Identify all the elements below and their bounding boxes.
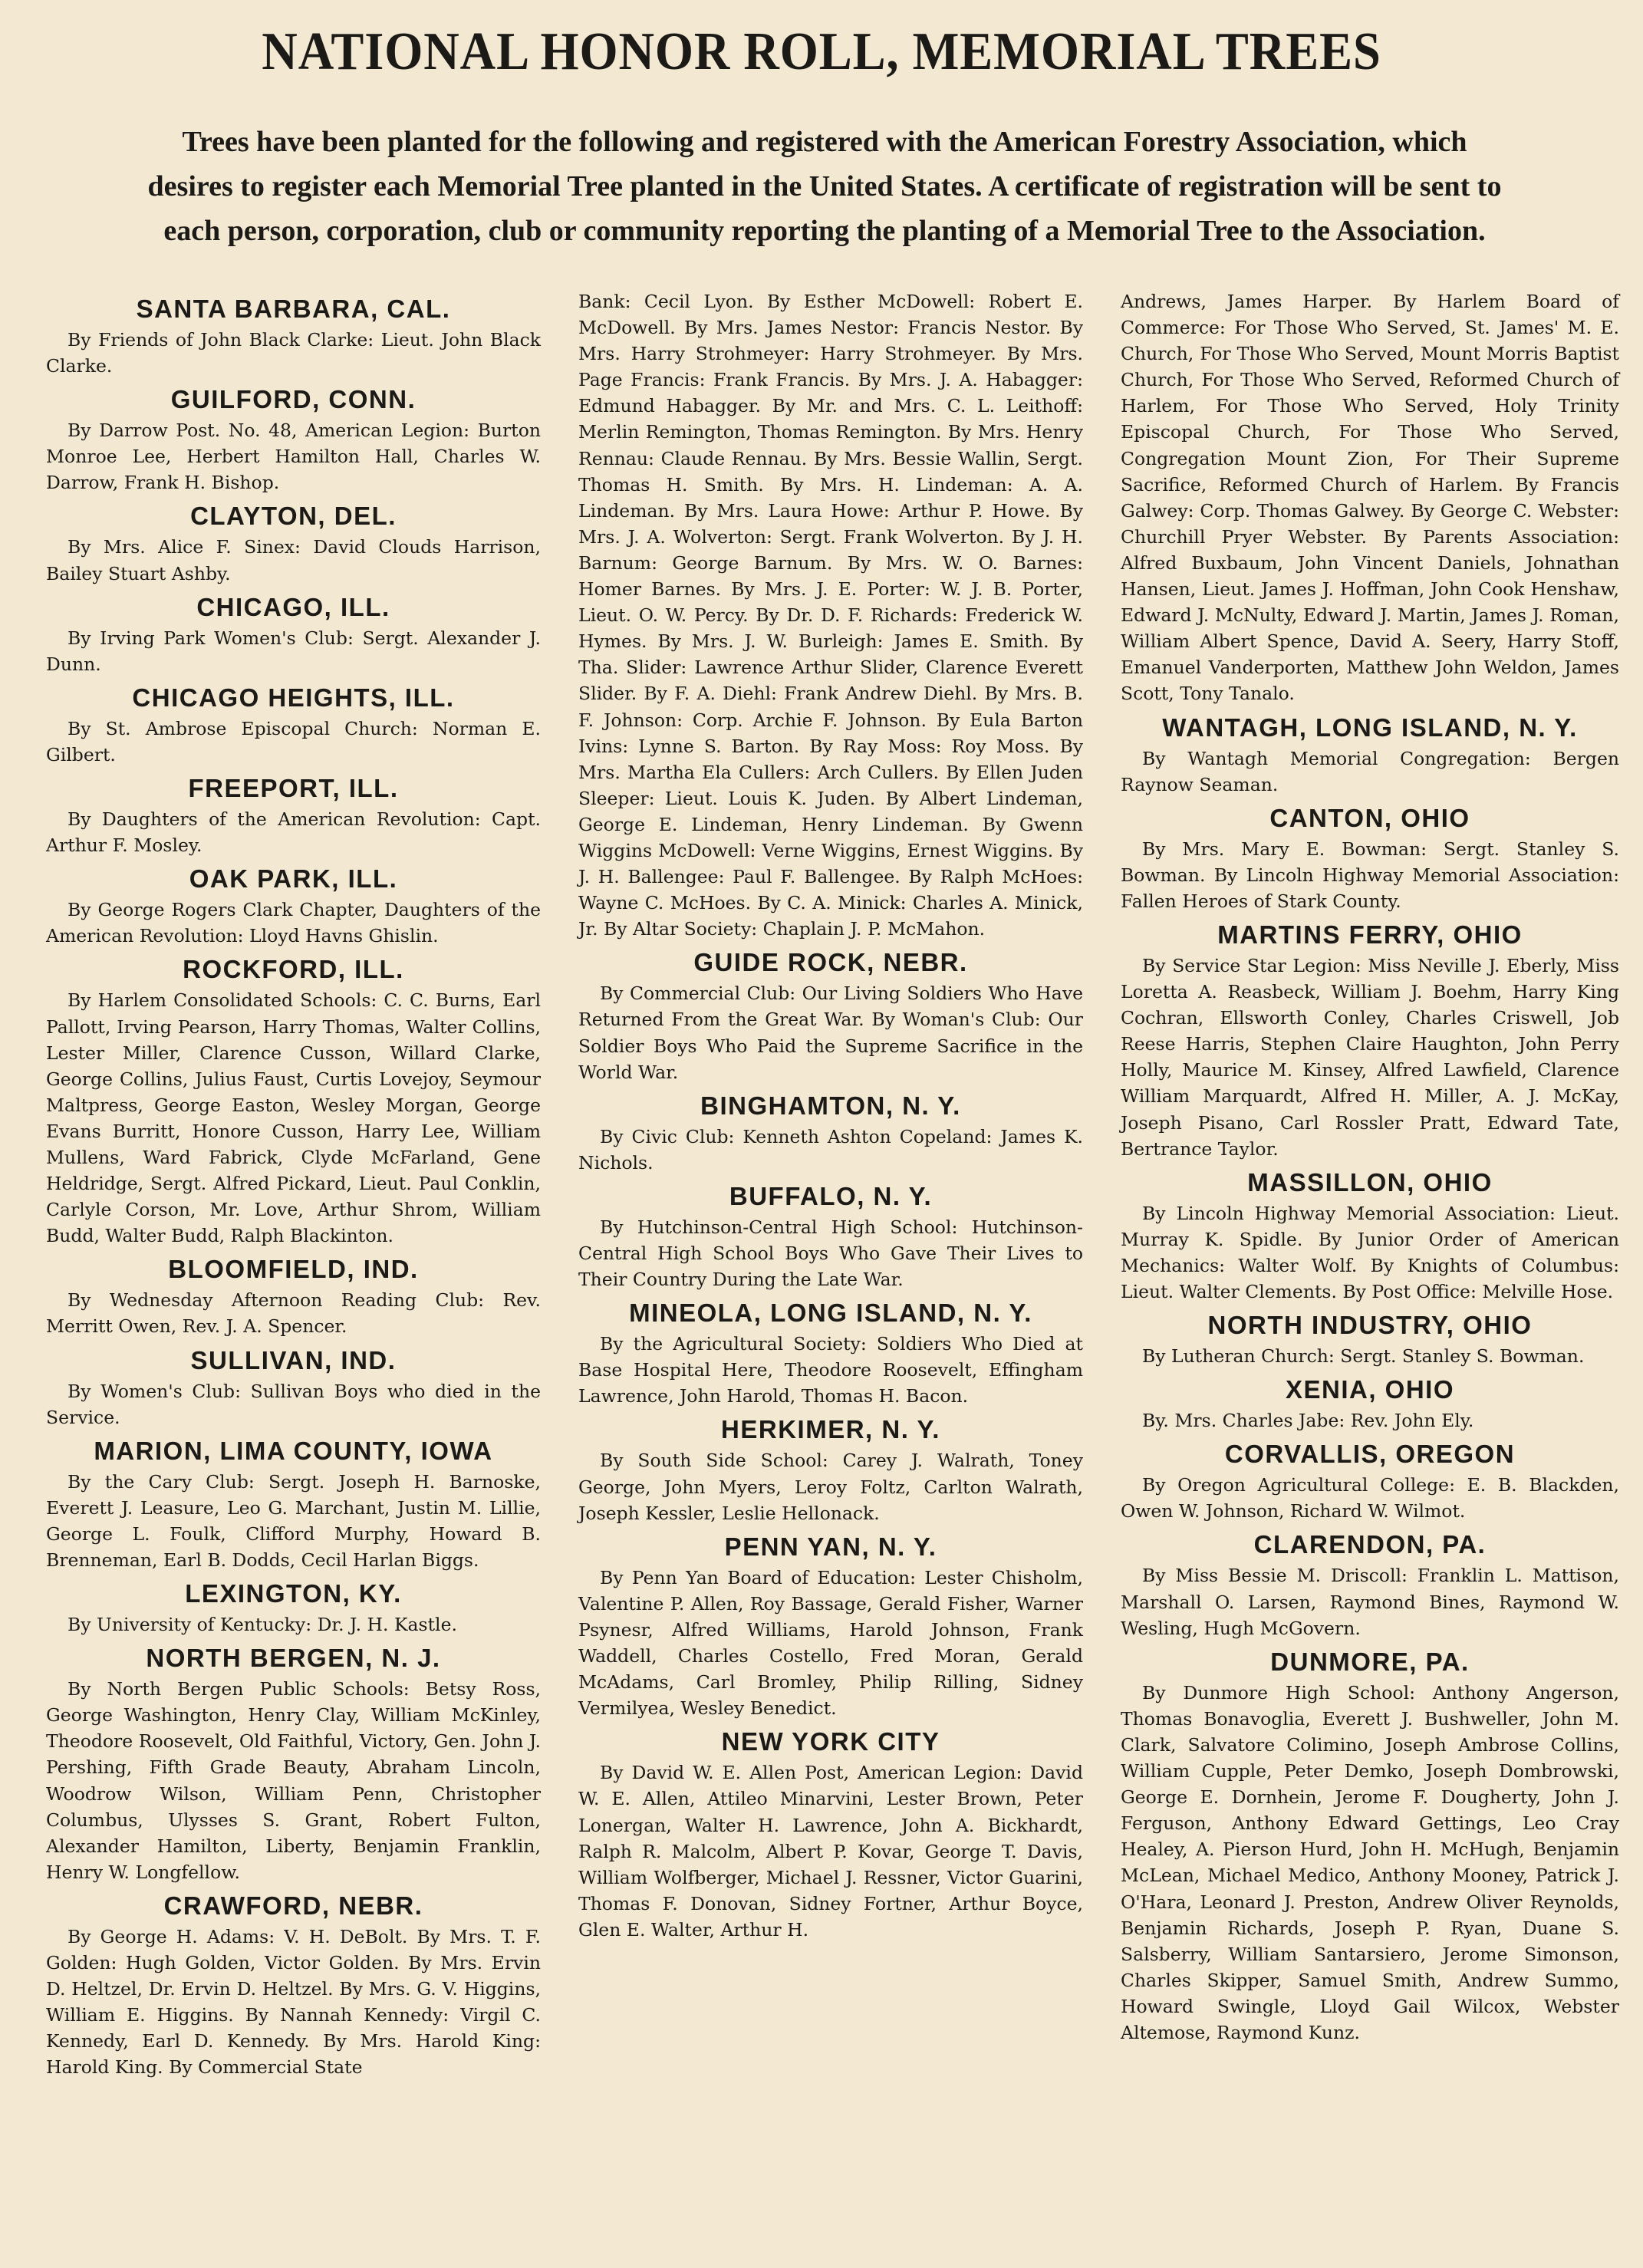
- entry-text: By Wednesday Afternoon Reading Club: Rev. Merritt Owen, Rev. J. A. Spencer.: [46, 1289, 541, 1338]
- entry-text: By Penn Yan Board of Education: Lester Chisholm, Valentine P. Allen, Roy Bassage, Gerald Fisher, Warner Psynesr, Alfred Williams, Harold Johnson, Frank Waddell, Charles Costello, Fred Moran, Gerald McAdams, Carl Bromley, Philip Rilling, Sidney Vermilyea, Wesley Benedict.: [578, 1566, 1083, 1720]
- entry-text: By Harlem Consolidated Schools: C. C. Burns, Earl Pallott, Irving Pearson, Harry Thomas, Walter Collins, Lester Miller, Clarence Cusson, Willard Clarke, George Collins, Julius Faust, Curtis Lovejoy, Seymour Maltpress, George Easton, Wesley Morgan, George Evans Burritt, Honore Cusson, Harry Lee, William Mullens, Ward Fabrick, Clyde McFarland, Gene Heldridge, Sergt. Alfred Pickard, Lieut. Paul Conklin, Carlyle Corson, Mr. Love, Arthur Shrom, William Budd, Walter Budd, Ralph Blackinton.: [46, 989, 541, 1247]
- entry-text: By Friends of John Black Clarke: Lieut. John Black Clarke.: [46, 329, 541, 377]
- place-heading: CHICAGO, ILL.: [196, 592, 390, 621]
- entry-text: By George H. Adams: V. H. DeBolt. By Mrs. T. F. Golden: Hugh Golden, Victor Golden. By Mrs. Ervin D. Heltzel, Dr. Ervin D. Heltzel. By Mrs. G. V. Higgins, William E. Higgins. By Nannah Kennedy: Virgil C. Kennedy, Earl D. Kennedy. By Mrs. Harold King: Harold King. By Commercial State: [46, 1925, 541, 2079]
- honor-roll-entry: [46, 1888, 541, 2081]
- honor-roll-entry: [578, 1295, 1083, 1409]
- honor-roll-entry: [46, 680, 541, 768]
- place-heading: OAK PARK, ILL.: [189, 864, 398, 894]
- entry-text: By the Agricultural Society: Soldiers Who Died at Base Hospital Here, Theodore Roosevelt, Effingham Lawrence, John Harold, Thomas H. Bacon.: [578, 1333, 1083, 1407]
- entry-text: By Daughters of the American Revolution: Capt. Arthur F. Mosley.: [46, 808, 541, 857]
- place-heading: CHICAGO HEIGHTS, ILL.: [132, 683, 455, 712]
- place-heading: SANTA BARBARA, CAL.: [136, 295, 451, 323]
- place-heading: NORTH BERGEN, N. J.: [146, 1644, 441, 1673]
- place-heading: MASSILLON, OHIO: [1247, 1167, 1493, 1197]
- entry-text: By Oregon Agricultural College: E. B. Blackden, Owen W. Johnson, Richard W. Wilmot.: [1121, 1474, 1619, 1522]
- honor-roll-entry: [1121, 1437, 1619, 1524]
- column-2: [578, 288, 1083, 1943]
- entry-text: By Service Star Legion: Miss Neville J. Eberly, Miss Loretta A. Reasbeck, William J. Boehm, Harry King Cochran, Ellsworth Conley, Charles Criswell, Job Reese Harris, Stephen Claire Haughton, John Perry Holly, Maurice M. Kinsey, Alfred Lawfield, Clarence William Marquardt, Alfred H. Miller, A. J. McKay, Joseph Pisano, Carl Rossler Pratt, Edward Tate, Bertrance Taylor.: [1121, 954, 1619, 1160]
- entry-text: By Lutheran Church: Sergt. Stanley S. Bowman.: [1142, 1345, 1585, 1368]
- place-heading: SULLIVAN, IND.: [190, 1345, 397, 1374]
- continued-entry-text: Andrews, James Harper. By Harlem Board of Commerce: For Those Who Served, St. James' M. E. Church, For Those Who Served, Mount Morris Baptist Church, For Those Who Served, Reformed Church of Harlem, For Those Who Served, Holy Trinity Episcopal Church, For Those Who Served, Congregation Mount Zion, For Their Supreme Sacrifice, Reformed Church of Harlem. By Francis Galwey: Corp. Thomas Galwey. By George C. Webster: Churchill Pryer Webster. By Parents Association: Alfred Buxbaum, John Vincent Daniels, Johnathan Hansen, Lieut. James J. Hoffman, John Cook Henshaw, Edward J. McNulty, Edward J. Martin, James J. Roman, William Albert Spence, David A. Seery, Harry Stoff, Emanuel Vanderporten, Matthew John Weldon, James Scott, Tony Tanalo.: [1121, 291, 1619, 705]
- entry-text: By. Mrs. Charles Jabe: Rev. John Ely.: [1142, 1410, 1474, 1432]
- place-heading: NORTH INDUSTRY, OHIO: [1207, 1311, 1533, 1340]
- honor-roll-entry: [578, 1412, 1083, 1526]
- honor-roll-entry: [46, 1576, 541, 1638]
- honor-roll-entry: [46, 1434, 541, 1573]
- continued-entry-text: Bank: Cecil Lyon. By Esther McDowell: Robert E. McDowell. By Mrs. James Nestor: Francis Nestor. By Mrs. Harry Strohmeyer: Harry Strohmeyer. By Mrs. Page Francis: Frank Francis. By Mrs. J. A. Habagger: Edmund Habagger. By Mr. and Mrs. C. L. Leithoff: Merlin Remington, Thomas Remington. By Mrs. Henry Rennau: Claude Rennau. By Mrs. Bessie Wallin, Sergt. Thomas H. Smith. By Mrs. H. Lindeman: A. A. Lindeman. By Mrs. Laura Howe: Arthur P. Howe. By Mrs. J. A. Wolverton: Sergt. Frank Wolverton. By J. H. Barnum: George Barnum. By Mrs. W. O. Barnes: Homer Barnes. By Mrs. J. E. Porter: W. J. B. Porter, Lieut. O. W. Percy. By Dr. D. F. Richards: Frederick W. Hymes. By Mrs. J. W. Burleigh: James E. Smith. By Tha. Slider: Lawrence Arthur Slider, Clarence Everett Slider. By F. A. Diehl: Frank Andrew Diehl. By Mrs. B. F. Johnson: Corp. Archie F. Johnson. By Eula Barton Ivins: Lynne S. Barton. By Ray Moss: Roy Moss. By Mrs. Martha Ela Cullers: Arch Cullers. By Ellen Juden Sleeper: Lieut. Louis K. Juden. By Albert Lindeman, George E. Lindeman, Henry Lindeman. By Gwenn Wiggins McDowell: Verne Wiggins, Ernest Wiggins. By J. H. Ballengee: Paul F. Ballengee. By Ralph McHoes: Wayne C. McHoes. By C. A. Minick: Charles A. Minick, Jr. By Altar Society: Chaplain J. P. McMahon.: [578, 291, 1083, 940]
- honor-roll-entry: [578, 1529, 1083, 1722]
- entry-text: By George Rogers Clark Chapter, Daughters of the American Revolution: Lloyd Havns Ghislin.: [46, 899, 541, 947]
- entry-text: By Lincoln Highway Memorial Association: Lieut. Murray K. Spidle. By Junior Order of American Mechanics: Walter Wolf. By Knights of Columbus: Lieut. Walter Clements. By Post Office: Melville Hose.: [1121, 1202, 1619, 1302]
- entry-text: By Dunmore High School: Anthony Angerson, Thomas Bonavoglia, Everett J. Bushweller, John M. Clark, Salvatore Colimino, Joseph Ambrose Collins, William Cupple, Peter Demko, Joseph Dombrowski, George E. Dornhein, Jerome F. Dougherty, John J. Ferguson, Anthony Edward Gettings, Leo Cray Healey, A. Pierson Hurd, John H. McHugh, Benjamin McLean, Michael Medico, Anthony Mooney, Patrick J. O'Hara, Leonard J. Preston, Andrew Oliver Reynolds, Benjamin Richards, Joseph P. Ryan, Duane S. Salsberry, William Santarsiero, Jerome Simonson, Charles Skipper, Samuel Smith, Andrew Summo, Howard Swingle, Lloyd Gail Wilcox, Webster Altemose, Raymond Kunz.: [1121, 1681, 1619, 2043]
- place-heading: CRAWFORD, NEBR.: [163, 1891, 423, 1920]
- place-heading: WANTAGH, LONG ISLAND, N. Y.: [1162, 713, 1578, 742]
- honor-roll-entry: [46, 590, 541, 677]
- entry-text: By Commercial Club: Our Living Soldiers Who Have Returned From the Great War. By Woman's Club: Our Soldier Boys Who Paid the Supreme Sacrifice in the World War.: [578, 983, 1083, 1083]
- honor-roll-entry: [1121, 1644, 1619, 2046]
- place-heading: GUIDE ROCK, NEBR.: [693, 948, 968, 977]
- entry-text: By David W. E. Allen Post, American Legion: David W. E. Allen, Attileo Minarvini, Lester Brown, Peter Lonergan, Walter H. Lawrence, John A. Bickhardt, Ralph R. Malcolm, Albert P. Kovar, George T. Davis, William Wolfberger, Michael J. Ressner, Victor Guarini, Thomas F. Donovan, Sidney Fortner, Arthur Boyce, Glen E. Walter, Arthur H.: [578, 1762, 1083, 1940]
- entry-text: By Hutchinson-Central High School: Hutchinson-Central High School Boys Who Gave Their Lives to Their Country During the Late War.: [578, 1216, 1083, 1291]
- honor-roll-entry: [1121, 288, 1619, 707]
- entry-text: By University of Kentucky: Dr. J. H. Kastle.: [67, 1614, 457, 1636]
- honor-roll-entry: [578, 1724, 1083, 1943]
- honor-roll-entry: [46, 291, 541, 379]
- honor-roll-entry: [578, 288, 1083, 942]
- entry-text: By North Bergen Public Schools: Betsy Ross, George Washington, Henry Clay, William McKinley, Theodore Roosevelt, Old Faithful, Victory, Gen. John J. Pershing, Fifth Grade Beauty, Abraham Lincoln, Woodrow Wilson, William Penn, Christopher Columbus, Ulysses S. Grant, Robert Fulton, Alexander Hamilton, Liberty, Benjamin Franklin, Henry W. Longfellow.: [46, 1678, 541, 1883]
- honor-roll-entry: [578, 1088, 1083, 1176]
- place-heading: MINEOLA, LONG ISLAND, N. Y.: [629, 1299, 1032, 1328]
- place-heading: BLOOMFIELD, IND.: [168, 1255, 419, 1284]
- honor-roll-entry: [46, 1343, 541, 1430]
- entry-text: By Wantagh Memorial Congregation: Bergen Raynow Seaman.: [1121, 747, 1619, 795]
- entry-text: By Irving Park Women's Club: Sergt. Alexander J. Dunn.: [46, 627, 541, 675]
- place-heading: ROCKFORD, ILL.: [183, 955, 404, 984]
- honor-roll-entry: [46, 861, 541, 949]
- honor-roll-entry: [46, 1252, 541, 1339]
- place-heading: XENIA, OHIO: [1285, 1375, 1455, 1404]
- entry-text: By the Cary Club: Sergt. Joseph H. Barnoske, Everett J. Leasure, Leo G. Marchant, Justin M. Lillie, George L. Foulk, Clifford Murphy, Howard B. Brenneman, Earl B. Dodds, Cecil Harlan Biggs.: [46, 1470, 541, 1571]
- place-heading: FREEPORT, ILL.: [188, 774, 399, 803]
- place-heading: CLARENDON, PA.: [1253, 1530, 1487, 1559]
- intro-line: desires to register each Memorial Tree planted in the United States. A certificate of registration will be sent to: [147, 170, 1502, 202]
- place-heading: CORVALLIS, OREGON: [1224, 1440, 1516, 1469]
- place-heading: BINGHAMTON, N. Y.: [700, 1091, 961, 1120]
- honor-roll-entry: [1121, 801, 1619, 914]
- entry-text: By Mrs. Mary E. Bowman: Sergt. Stanley S. Bowman. By Lincoln Highway Memorial Association: Fallen Heroes of Stark County.: [1121, 838, 1619, 912]
- entry-text: By South Side School: Carey J. Walrath, Toney George, John Myers, Leroy Foltz, Carlton Walrath, Joseph Kessler, Leslie Hellonack.: [578, 1450, 1083, 1524]
- entry-text: By St. Ambrose Episcopal Church: Norman E. Gilbert.: [46, 717, 541, 765]
- honor-roll-entry: [578, 945, 1083, 1085]
- honor-roll-entry: [46, 1641, 541, 1885]
- place-heading: BUFFALO, N. Y.: [729, 1181, 933, 1210]
- place-heading: CLAYTON, DEL.: [190, 502, 397, 531]
- honor-roll-entry: [1121, 917, 1619, 1162]
- page-title: NATIONAL HONOR ROLL, MEMORIAL TREES: [262, 22, 1381, 81]
- place-heading: HERKIMER, N. Y.: [721, 1415, 940, 1444]
- entry-text: By Darrow Post. No. 48, American Legion: Burton Monroe Lee, Herbert Hamilton Hall, Charles W. Darrow, Frank H. Bishop.: [46, 420, 541, 494]
- place-heading: CANTON, OHIO: [1269, 803, 1470, 832]
- intro-line: each person, corporation, club or community reporting the planting of a Memorial Tree to the Association.: [163, 215, 1486, 247]
- entry-text: By Civic Club: Kenneth Ashton Copeland: James K. Nichols.: [578, 1125, 1083, 1174]
- honor-roll-entry: [46, 382, 541, 495]
- place-heading: LEXINGTON, KY.: [185, 1579, 402, 1608]
- entry-text: By Mrs. Alice F. Sinex: David Clouds Harrison, Bailey Stuart Ashby.: [46, 536, 541, 584]
- entry-text: By Miss Bessie M. Driscoll: Franklin L. Mattison, Marshall O. Larsen, Raymond Bines, Raymond W. Wesling, Hugh McGovern.: [1121, 1565, 1619, 1639]
- honor-roll-entry: [1121, 1308, 1619, 1369]
- entry-text: By Women's Club: Sullivan Boys who died in the Service.: [46, 1380, 541, 1428]
- place-heading: MARION, LIMA COUNTY, IOWA: [94, 1436, 493, 1465]
- honor-roll-entry: [46, 771, 541, 858]
- column-3: [1121, 288, 1619, 2046]
- honor-roll-entry: [46, 952, 541, 1249]
- honor-roll-entry: [578, 1179, 1083, 1292]
- honor-roll-entry: [1121, 1372, 1619, 1434]
- honor-roll-entry: [1121, 710, 1619, 798]
- intro-line: Trees have been planted for the following and registered with the American Forestry Association, which: [182, 126, 1467, 158]
- intro-paragraph: [46, 120, 1603, 253]
- place-heading: MARTINS FERRY, OHIO: [1217, 920, 1523, 949]
- place-heading: DUNMORE, PA.: [1270, 1647, 1470, 1676]
- honor-roll-entry: [1121, 1165, 1619, 1305]
- column-1: [46, 288, 541, 2081]
- honor-roll-entry: [46, 499, 541, 586]
- honor-roll-entry: [1121, 1527, 1619, 1641]
- place-heading: PENN YAN, N. Y.: [724, 1532, 937, 1561]
- place-heading: NEW YORK CITY: [721, 1727, 940, 1756]
- place-heading: GUILFORD, CONN.: [170, 385, 417, 414]
